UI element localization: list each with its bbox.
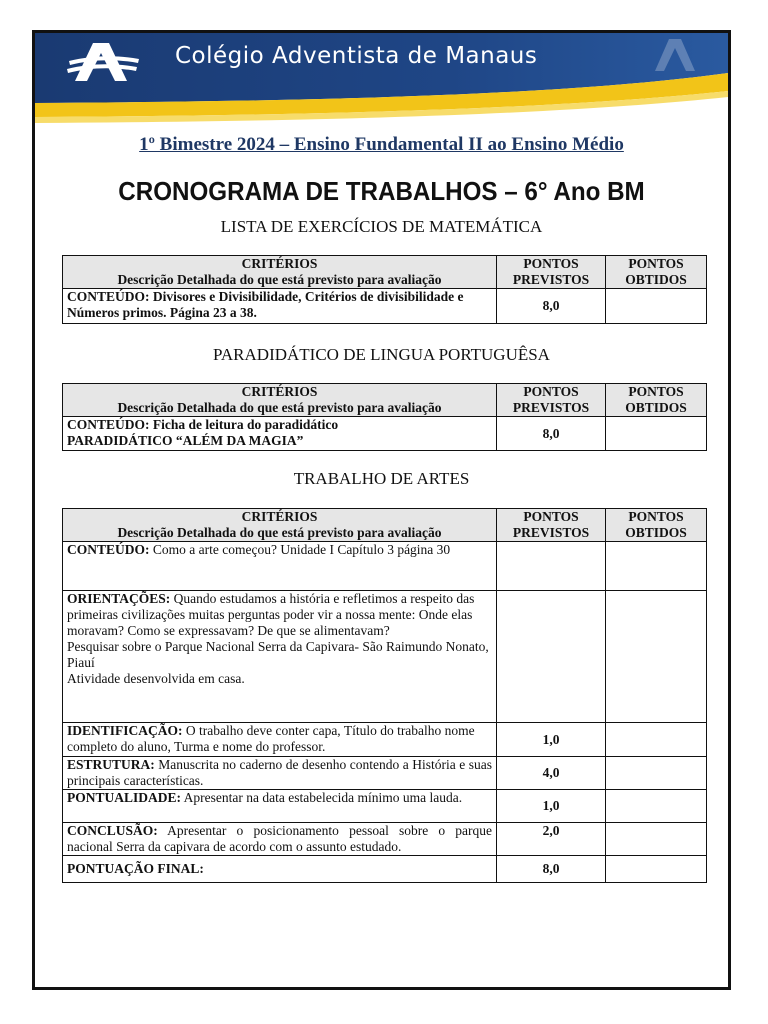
points-obtained-cell <box>606 757 707 790</box>
row-text: Ficha de leitura do paradidático <box>149 417 339 432</box>
criteria-description: Descrição Detalhada do que está previsto para avaliação <box>117 400 442 415</box>
obtained-label: OBTIDOS <box>625 525 687 540</box>
points-label: PONTOS <box>523 256 579 271</box>
planned-label: PREVISTOS <box>512 400 590 415</box>
points-planned-cell: 8,0 <box>497 856 606 883</box>
final-score-cell: PONTUAÇÃO FINAL: <box>63 856 497 883</box>
section-title-arts: TRABALHO DE ARTES <box>293 469 470 488</box>
criteria-cell <box>63 417 497 451</box>
row-label: PONTUALIDADE: <box>67 790 182 805</box>
row-text: Como a arte começou? Unidade I Capítulo 3 página 30 <box>149 542 451 557</box>
table-row <box>63 856 707 883</box>
points-obtained-cell <box>606 856 707 883</box>
table-header-row <box>63 384 707 417</box>
points-planned-cell <box>497 542 606 591</box>
points-obtained-cell <box>606 723 707 757</box>
points-obtained-cell <box>606 542 707 591</box>
criteria-header <box>63 256 497 289</box>
table-row <box>63 289 707 324</box>
document-subtitle: 1º Bimestre 2024 – Ensino Fundamental II ao Ensino Médio <box>139 134 624 155</box>
row-text: O trabalho deve conter capa, Título do trabalho nome completo do aluno, Turma e nome do professor. <box>67 723 475 754</box>
row-text: Quando estudamos a história e refletimos a respeito das primeiras civilizações muitas perguntas poder vir a nossa mente: Onde elas moravam? Como se expressavam? De que se alimentavam? <box>67 591 475 638</box>
row-label: CONTEÚDO: <box>67 417 150 432</box>
points-planned-cell: 1,0 <box>497 723 606 757</box>
school-name: Colégio Adventista de Manaus <box>175 43 538 69</box>
points-obtained-cell <box>606 790 707 823</box>
criteria-cell <box>63 289 497 324</box>
row-text: Atividade desenvolvida em casa. <box>67 671 245 686</box>
points-planned-header <box>497 509 606 542</box>
points-planned-cell: 2,0 <box>497 823 606 856</box>
row-text: Manuscrita no caderno de desenho contendo a História e suas principais características. <box>67 757 492 788</box>
section-title-math: LISTA DE EXERCÍCIOS DE MATEMÁTICA <box>220 217 543 236</box>
portuguese-criteria-table <box>62 383 707 451</box>
criteria-description: Descrição Detalhada do que está previsto para avaliação <box>117 525 442 540</box>
table-header-row <box>63 256 707 289</box>
obtained-label: OBTIDOS <box>625 272 687 287</box>
row-text: Apresentar o posicionamento pessoal sobre o parque nacional Serra da capivara de acordo com o assunto estudado. <box>67 823 492 854</box>
criteria-label: CRITÉRIOS <box>241 509 318 524</box>
points-planned-cell <box>497 591 606 723</box>
points-label: PONTOS <box>523 384 579 399</box>
points-obtained-cell <box>606 823 707 856</box>
criteria-header <box>63 384 497 417</box>
row-label: ORIENTAÇÕES: <box>67 591 171 606</box>
row-text: PARADIDÁTICO “ALÉM DA MAGIA” <box>67 433 304 448</box>
row-label: CONTEÚDO: <box>67 542 150 557</box>
row-text: Pesquisar sobre o Parque Nacional Serra da Capivara- São Raimundo Nonato, Piauí <box>67 639 489 670</box>
points-label: PONTOS <box>628 384 684 399</box>
points-obtained-header <box>606 384 707 417</box>
points-planned-header <box>497 256 606 289</box>
points-obtained-header <box>606 509 707 542</box>
points-label: PONTOS <box>628 509 684 524</box>
section-title-portuguese: PARADIDÁTICO DE LINGUA PORTUGUÊSA <box>213 345 550 364</box>
obtained-label: OBTIDOS <box>625 400 687 415</box>
points-label: PONTOS <box>628 256 684 271</box>
header-banner <box>35 33 728 125</box>
criteria-label: CRITÉRIOS <box>241 384 318 399</box>
points-obtained-header <box>606 256 707 289</box>
row-label: CONTEÚDO: <box>67 289 150 304</box>
planned-label: PREVISTOS <box>512 272 590 287</box>
row-text: Apresentar na data estabelecida mínimo uma lauda. <box>181 790 463 805</box>
points-label: PONTOS <box>523 509 579 524</box>
criteria-cell <box>63 790 497 823</box>
criteria-cell <box>63 723 497 757</box>
row-text: Divisores e Divisibilidade, Critérios de divisibilidade e Números primos. Página 23 a 38. <box>67 289 464 320</box>
points-planned-header <box>497 384 606 417</box>
criteria-cell <box>63 823 497 856</box>
points-planned-cell: 8,0 <box>497 417 606 451</box>
table-row <box>63 723 707 757</box>
table-row <box>63 823 707 856</box>
points-obtained-cell <box>606 289 707 324</box>
table-row <box>63 757 707 790</box>
points-obtained-cell <box>606 417 707 451</box>
points-obtained-cell <box>606 591 707 723</box>
criteria-description: Descrição Detalhada do que está previsto para avaliação <box>117 272 442 287</box>
table-row <box>63 790 707 823</box>
points-planned-cell: 8,0 <box>497 289 606 324</box>
table-header-row <box>63 509 707 542</box>
criteria-header <box>63 509 497 542</box>
math-criteria-table <box>62 255 707 324</box>
arts-criteria-table <box>62 508 707 883</box>
row-label: IDENTIFICAÇÃO: <box>67 723 183 738</box>
row-label: ESTRUTURA: <box>67 757 155 772</box>
criteria-cell <box>63 757 497 790</box>
row-label: CONCLUSÃO: <box>67 823 158 838</box>
criteria-cell <box>63 591 497 723</box>
table-row <box>63 542 707 591</box>
criteria-cell <box>63 542 497 591</box>
planned-label: PREVISTOS <box>512 525 590 540</box>
points-planned-cell: 1,0 <box>497 790 606 823</box>
document-title: CRONOGRAMA DE TRABALHOS – 6° Ano BM <box>118 176 645 206</box>
table-row <box>63 591 707 723</box>
table-row <box>63 417 707 451</box>
document-page <box>32 30 731 990</box>
points-planned-cell: 4,0 <box>497 757 606 790</box>
criteria-label: CRITÉRIOS <box>241 256 318 271</box>
